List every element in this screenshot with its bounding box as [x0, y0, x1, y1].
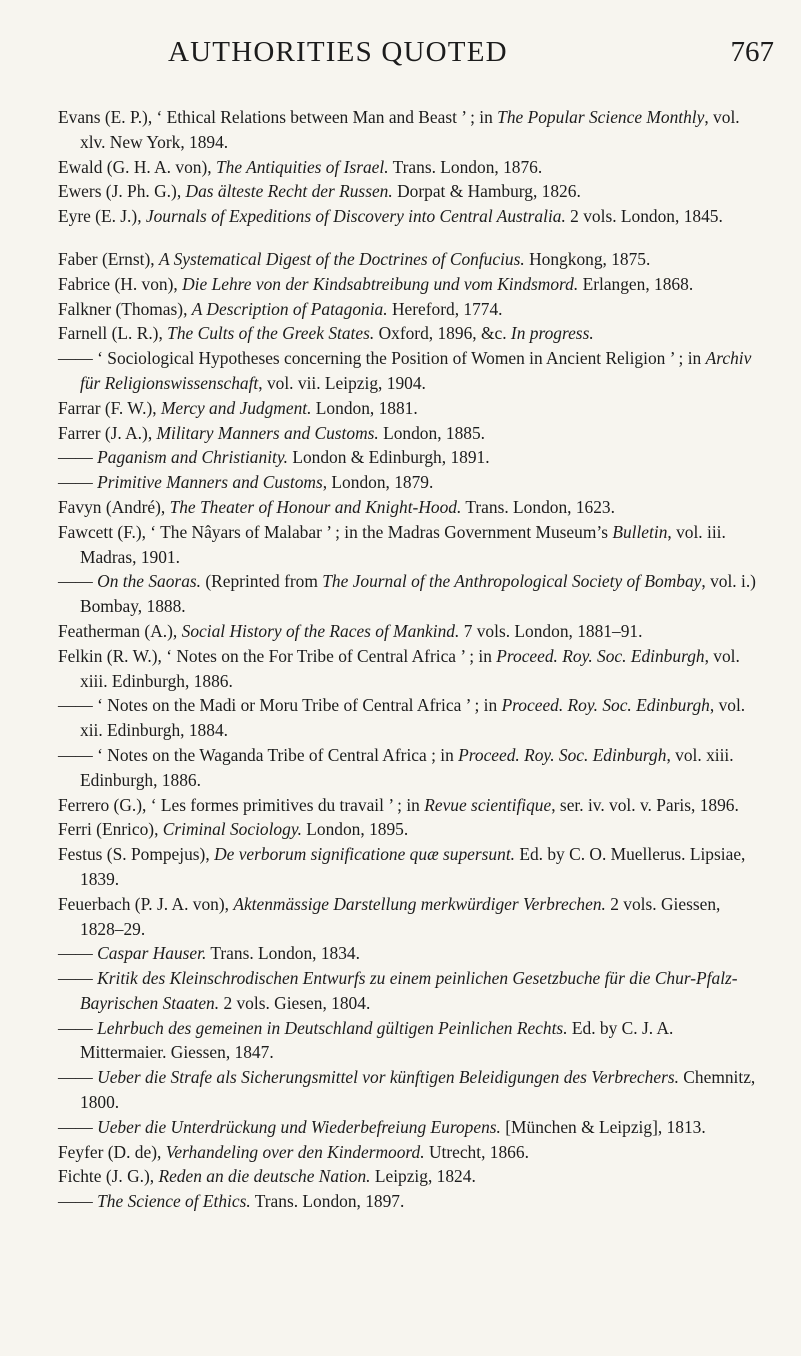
entry-title: A Description of Patagonia.: [191, 298, 388, 319]
entry-title: The Popular Science Monthly: [497, 107, 705, 127]
entry-text: 2 vols. Giessen, 1828–29.: [80, 893, 721, 939]
entry-title: The Theater of Honour and Knight-Hood.: [169, 496, 462, 517]
entry-title: The Science of Ethics.: [97, 1191, 251, 1212]
entry-text: Feuerbach (P. J. A. von),: [58, 893, 234, 914]
bibliography-entry: [58, 1164, 758, 1189]
entry-text: Eyre (E. J.),: [58, 206, 146, 227]
entry-text: London, 1885.: [378, 422, 486, 443]
bibliography-entry: [58, 520, 758, 570]
entry-title: Caspar Hauser.: [97, 943, 207, 964]
entry-text: Ferri (Enrico),: [58, 819, 163, 840]
entry-text: Ed. by C. J. A. Mittermaier. Giessen, 1847.: [80, 1017, 674, 1063]
bibliography-entry: [58, 495, 758, 520]
entry-text: London, 1881.: [311, 397, 418, 418]
entry-text: , vol. vii. Leipzig, 1904.: [258, 372, 426, 393]
entry-text: Hongkong, 1875.: [524, 248, 651, 269]
entry-title: A Systematical Digest of the Doctrines of Confucius.: [158, 248, 525, 269]
entry-text: London & Edinburgh, 1891.: [287, 447, 490, 468]
running-head: AUTHORITIES QUOTED: [168, 36, 508, 68]
entry-title: Criminal Sociology.: [162, 819, 302, 840]
bibliography-entry: [58, 321, 758, 346]
bibliography-entry: [58, 445, 758, 470]
entry-title: The Journal of the Anthropological Society of Bombay: [322, 571, 702, 592]
entry-text: , vol. xii. Edinburgh, 1884.: [80, 695, 746, 741]
entry-title: The Antiquities of Israel.: [215, 156, 389, 177]
bibliography-entry: [58, 1115, 758, 1140]
bibliography-entry: [58, 470, 758, 495]
entry-text: Felkin (R. W.), ‘ Notes on the For Tribe of Central Africa ’ ; in: [58, 645, 497, 666]
bibliography-entry: [58, 892, 758, 942]
bibliography-entry: [58, 272, 758, 297]
bibliography-entry: [58, 297, 758, 322]
bibliography-entry: [58, 105, 758, 155]
entry-text: —— ‘ Sociological Hypotheses concerning the Position of Women in Ancient Religion ’ ; in: [58, 348, 706, 369]
entry-title: Social History of the Races of Mankind.: [181, 620, 460, 641]
entry-title: Das älteste Recht der Russen.: [185, 181, 393, 202]
bibliography-entry: [58, 204, 758, 229]
entry-text: Fabrice (H. von),: [58, 273, 183, 294]
entry-text: ——: [58, 943, 98, 964]
entry-text: ——: [58, 1116, 98, 1137]
entry-title: In progress.: [510, 323, 594, 344]
entry-text: Festus (S. Pompejus),: [58, 844, 215, 865]
entry-text: , ser. iv. vol. v. Paris, 1896.: [551, 794, 739, 815]
bibliography-entry: [58, 644, 758, 694]
entry-title: Kritik des Kleinschrodischen Entwurfs zu einem peinlichen Gesetzbuche für die Chur-Pfalz-Bayrischen Staaten.: [80, 968, 738, 1013]
entry-text: Fichte (J. G.),: [58, 1166, 159, 1187]
bibliography-entry: [58, 247, 758, 272]
entry-title: On the Saoras.: [97, 571, 202, 592]
entry-text: Leipzig, 1824.: [370, 1166, 476, 1187]
bibliography-entry: [58, 1065, 758, 1115]
entry-text: Faber (Ernst),: [58, 248, 159, 269]
entry-text: Chemnitz, 1800.: [80, 1067, 756, 1113]
entry-title: Ueber die Unterdrückung und Wiederbefreiung Europens.: [97, 1116, 501, 1137]
bibliography-entry: [58, 743, 758, 793]
entry-text: ——: [58, 571, 98, 592]
entry-text: Falkner (Thomas),: [58, 298, 192, 319]
entry-text: (Reprinted from: [201, 571, 323, 592]
entry-title: Verhandeling over den Kindermoord.: [165, 1141, 425, 1162]
entry-text: [München & Leipzig], 1813.: [500, 1116, 706, 1137]
entry-text: Utrecht, 1866.: [424, 1141, 529, 1162]
page-number: 767: [730, 36, 774, 68]
entry-title: Die Lehre von der Kindsabtreibung und vom Kindsmord.: [182, 273, 579, 294]
bibliography-entry: [58, 619, 758, 644]
entry-title: Revue scientifique: [424, 794, 552, 815]
entry-text: Trans. London, 1623.: [461, 496, 615, 517]
bibliography-entry: [58, 155, 758, 180]
entry-text: Trans. London, 1834.: [206, 943, 360, 964]
bibliography-entry: [58, 1140, 758, 1165]
entry-text: ——: [58, 1017, 98, 1038]
entry-text: —— ‘ Notes on the Waganda Tribe of Central Africa ; in: [58, 744, 459, 765]
entry-text: —— ‘ Notes on the Madi or Moru Tribe of Central Africa ’ ; in: [58, 695, 502, 716]
entry-title: Proceed. Roy. Soc. Edinburgh: [501, 695, 710, 716]
entry-text: 2 vols. Giesen, 1804.: [219, 992, 371, 1013]
entry-text: Dorpat & Hamburg, 1826.: [392, 181, 581, 202]
entry-text: Ferrero (G.), ‘ Les formes primitives du travail ’ ; in: [58, 794, 425, 815]
entry-text: Trans. London, 1897.: [250, 1191, 405, 1212]
entry-text: , London, 1879.: [322, 472, 434, 493]
entry-text: Favyn (André),: [58, 496, 170, 517]
bibliography-entry: [58, 569, 758, 619]
bibliography-entry: [58, 793, 758, 818]
entry-text: Farrer (J. A.),: [58, 422, 157, 443]
entry-title: Reden an die deutsche Nation.: [158, 1166, 371, 1187]
entry-text: ——: [58, 472, 98, 493]
entry-text: ——: [58, 1067, 98, 1088]
entry-title: Journals of Expeditions of Discovery into Central Australia.: [145, 206, 566, 227]
entry-text: Oxford, 1896, &c.: [374, 323, 511, 344]
entry-title: Military Manners and Customs.: [156, 422, 379, 443]
bibliography-entry: [58, 1189, 758, 1214]
entry-title: The Cults of the Greek States.: [167, 323, 375, 344]
entry-text: London, 1895.: [301, 819, 409, 840]
entry-text: Trans. London, 1876.: [388, 156, 543, 177]
bibliography-entry: [58, 346, 758, 396]
entry-title: Proceed. Roy. Soc. Edinburgh: [496, 645, 705, 666]
entry-text: , vol. xiii. Edinburgh, 1886.: [80, 744, 734, 790]
entry-text: Feyfer (D. de),: [58, 1141, 166, 1162]
entry-text: ——: [58, 1191, 98, 1212]
entry-title: Primitive Manners and Customs: [97, 472, 323, 493]
entry-text: Farrar (F. W.),: [58, 397, 161, 418]
entry-text: Ewald (G. H. A. von),: [58, 156, 216, 177]
bibliography-entry: [58, 1016, 758, 1066]
book-page: [58, 0, 774, 1212]
entry-text: , vol. xiii. Edinburgh, 1886.: [80, 645, 740, 691]
entry-text: Ed. by C. O. Muellerus. Lipsiae, 1839.: [80, 844, 746, 889]
page-header: [58, 0, 774, 100]
bibliography-entry: [58, 179, 758, 204]
section-gap: [58, 229, 758, 247]
entry-text: , vol. xlv. New York, 1894.: [80, 107, 740, 152]
entry-text: , vol. iii. Madras, 1901.: [80, 521, 726, 567]
entry-title: De verborum significatione quæ supersunt.: [214, 844, 515, 865]
entry-text: 2 vols. London, 1845.: [565, 206, 723, 227]
bibliography-entry: [58, 817, 758, 842]
entry-text: 7 vols. London, 1881–91.: [459, 620, 643, 641]
entry-text: Fawcett (F.), ‘ The Nâyars of Malabar ’ ; in the Madras Government Museum’s: [58, 521, 613, 542]
entry-text: Farnell (L. R.),: [58, 323, 168, 344]
entry-text: Ewers (J. Ph. G.),: [58, 181, 186, 202]
entry-title: Bulletin: [612, 521, 668, 542]
entry-text: Evans (E. P.), ‘ Ethical Relations between Man and Beast ’ ; in: [58, 107, 498, 127]
entry-title: Ueber die Strafe als Sicherungsmittel vor künftigen Beleidigungen des Verbrechers.: [97, 1067, 679, 1088]
entry-title: Archiv für Religionswissenschaft: [80, 348, 752, 393]
bibliography-entry: [58, 693, 758, 743]
entry-title: Lehrbuch des gemeinen in Deutschland gültigen Peinlichen Rechts.: [97, 1017, 568, 1038]
entry-title: Mercy and Judgment.: [160, 397, 312, 418]
entry-text: Hereford, 1774.: [387, 298, 503, 319]
entry-title: Proceed. Roy. Soc. Edinburgh: [458, 744, 667, 765]
entry-text: Erlangen, 1868.: [578, 273, 694, 294]
entry-title: Aktenmässige Darstellung merkwürdiger Verbrechen.: [233, 893, 606, 914]
bibliography-entry: [58, 421, 758, 446]
entry-text: ——: [58, 968, 98, 989]
entry-title: Paganism and Christianity.: [97, 447, 288, 468]
entry-text: Featherman (A.),: [58, 620, 182, 641]
entry-text: , vol. i.) Bombay, 1888.: [80, 571, 756, 617]
bibliography-entry: [58, 842, 758, 892]
bibliography-entry: [58, 966, 758, 1016]
entry-text: ——: [58, 447, 98, 468]
bibliography-entry: [58, 941, 758, 966]
bibliography-list: [58, 105, 758, 1214]
bibliography-entry: [58, 396, 758, 421]
